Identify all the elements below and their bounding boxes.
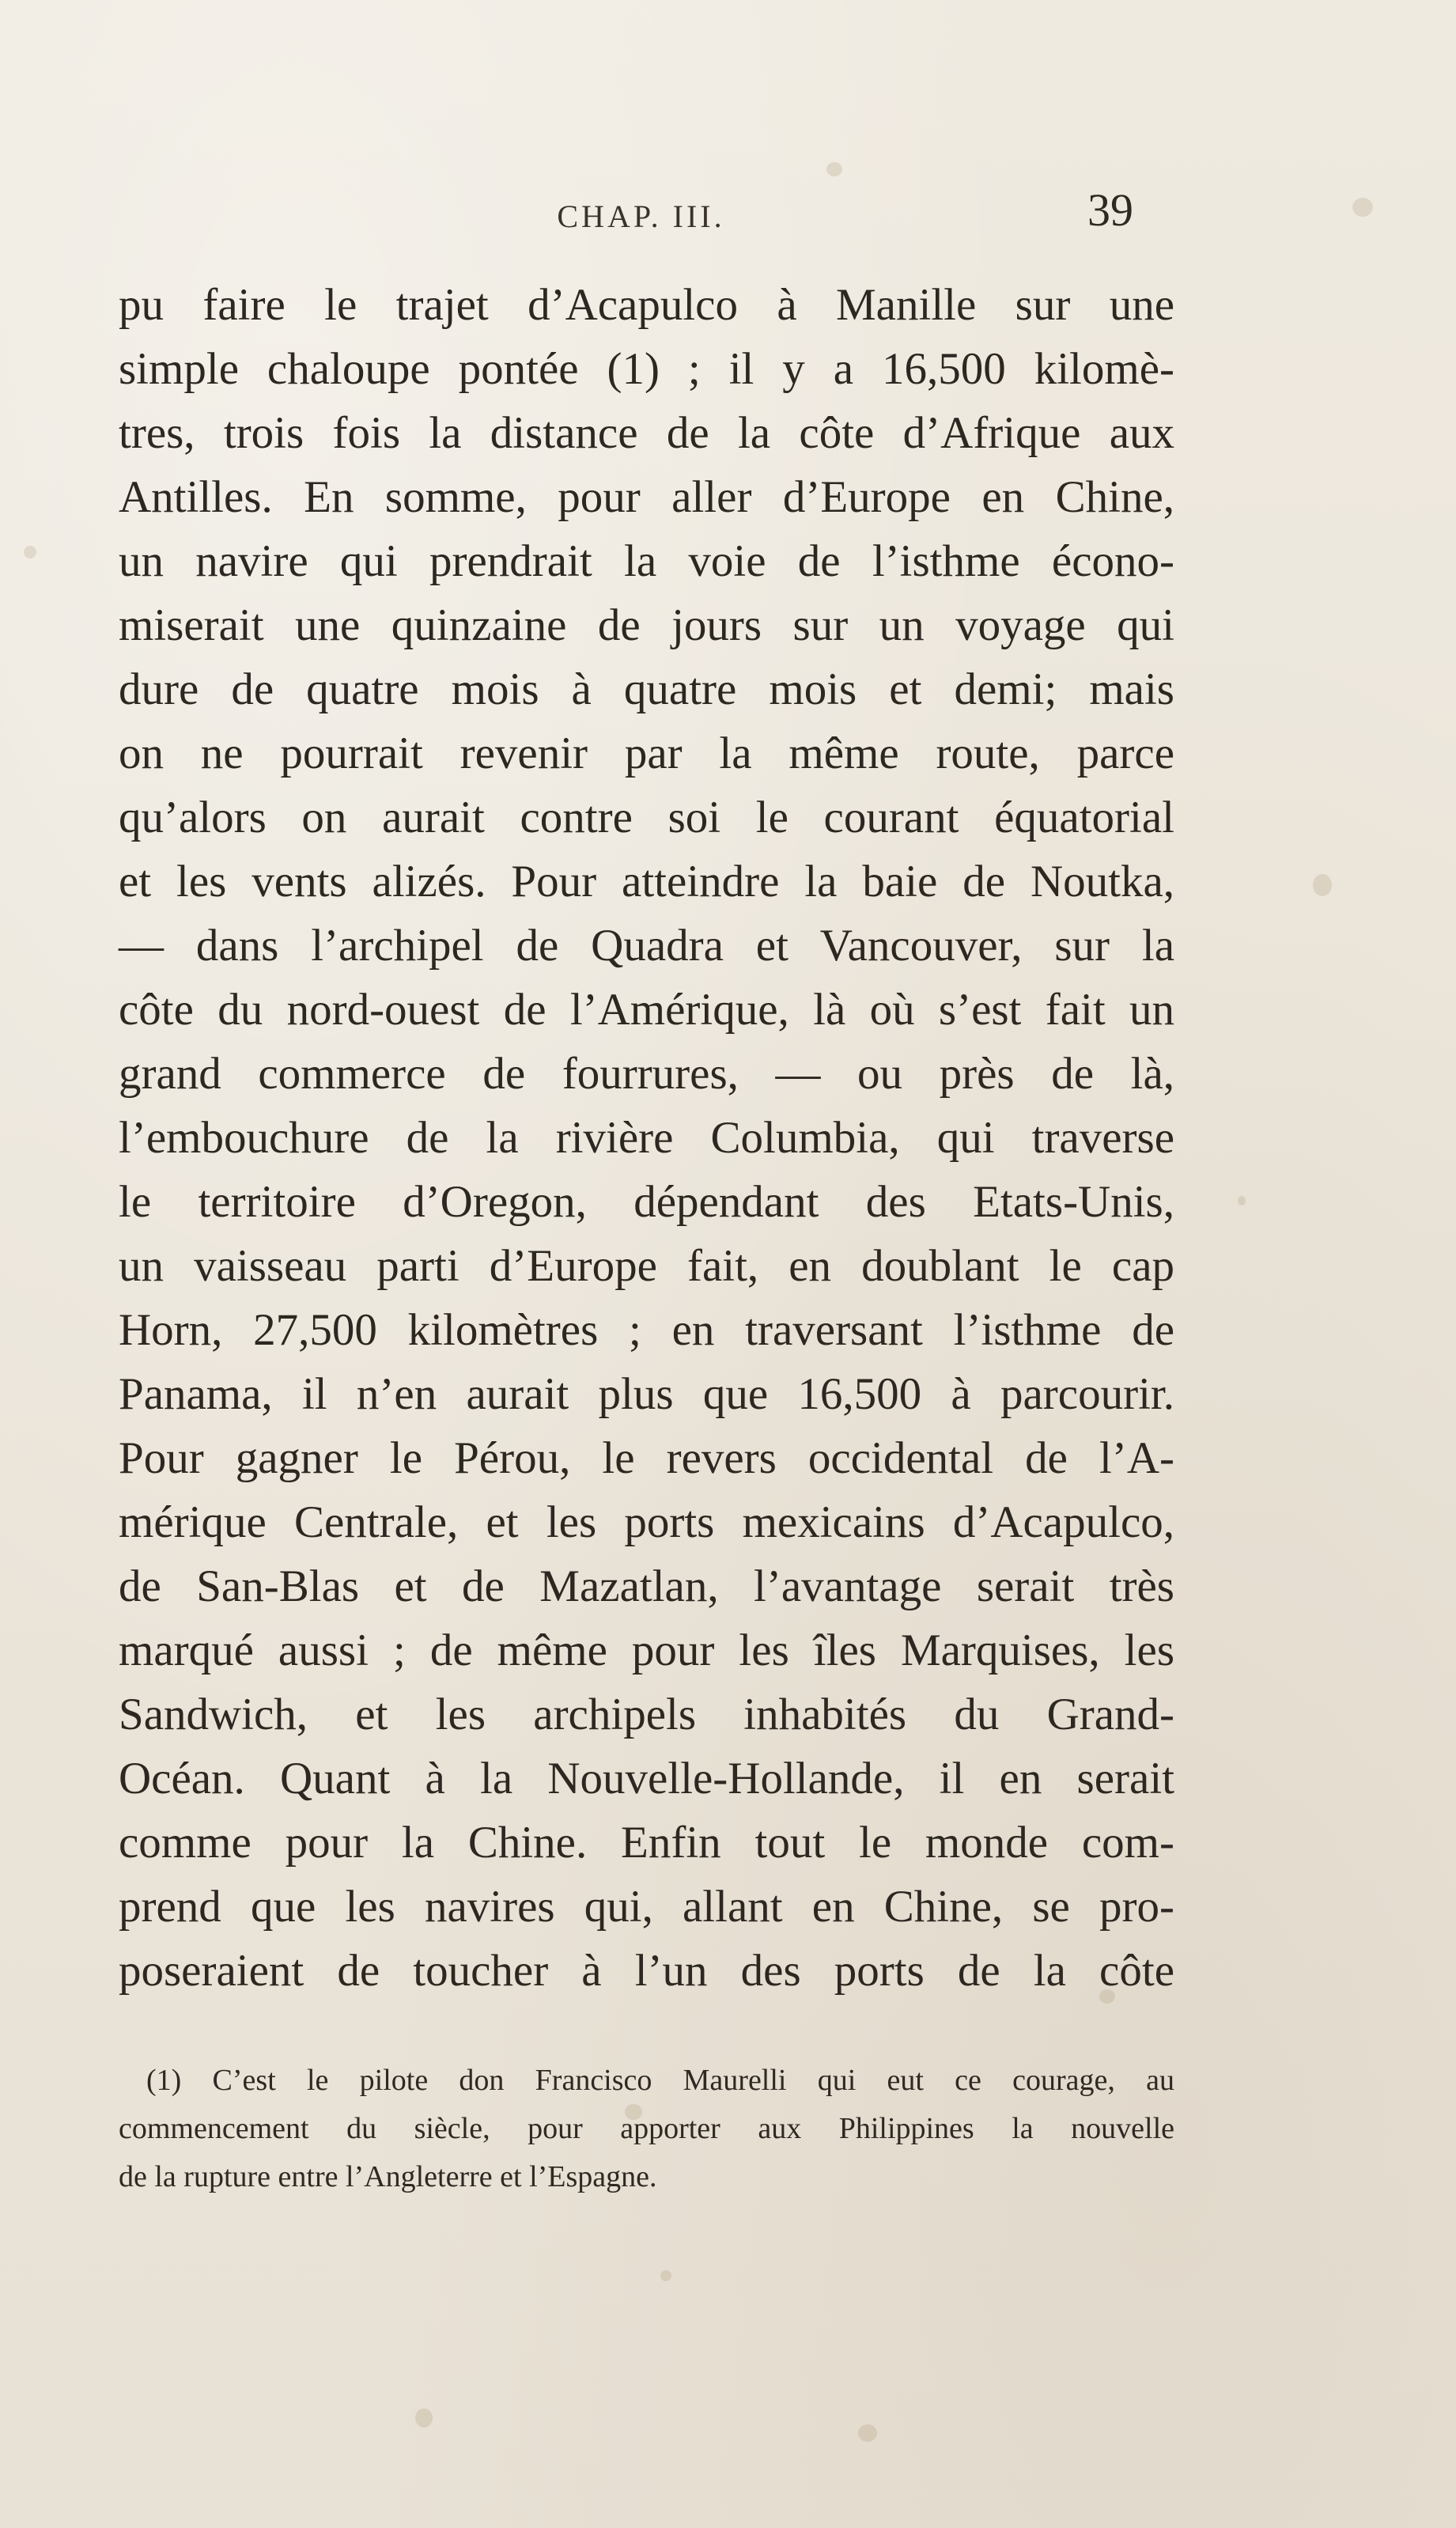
text-line: Antilles. En somme, pour aller d’Europe en Chine, — [119, 472, 1174, 522]
page-header — [111, 184, 1171, 247]
footnote-line: commencement du siècle, pour apporter aux Philippines la nouvelle — [119, 2112, 1174, 2145]
text-line: prend que les navires qui, allant en Chine, se pro- — [119, 1882, 1174, 1932]
text-line: pu faire le trajet d’Acapulco à Manille sur une — [119, 280, 1174, 330]
text-line: on ne pourrait revenir par la même route, parce — [119, 729, 1174, 778]
text-line: — dans l’archipel de Quadra et Vancouver, sur la — [119, 921, 1174, 971]
foxing-spot — [1238, 1196, 1246, 1205]
text-line: poseraient de toucher à l’un des ports de la côte — [119, 1946, 1174, 1996]
foxing-spot — [660, 2270, 671, 2281]
text-line: côte du nord-ouest de l’Amérique, là où s’est fait un — [119, 985, 1174, 1035]
text-line: tres, trois fois la distance de la côte d’Afrique aux — [119, 408, 1174, 458]
text-line: comme pour la Chine. Enfin tout le monde com- — [119, 1818, 1174, 1868]
foxing-spot — [415, 2409, 433, 2428]
footnote — [119, 2057, 1174, 2201]
text-line: un navire qui prendrait la voie de l’isthme écono- — [119, 536, 1174, 586]
text-line: l’embouchure de la rivière Columbia, qui traverse — [119, 1113, 1174, 1163]
text-line: Pour gagner le Pérou, le revers occidental de l’A- — [119, 1433, 1174, 1483]
text-line: le territoire d’Oregon, dépendant des Etats-Unis, — [119, 1177, 1174, 1227]
text-line: mérique Centrale, et les ports mexicains d’Acapulco, — [119, 1497, 1174, 1547]
text-line: Sandwich, et les archipels inhabités du Grand- — [119, 1690, 1174, 1739]
text-line: marqué aussi ; de même pour les îles Marquises, les — [119, 1625, 1174, 1675]
text-line: un vaisseau parti d’Europe fait, en doublant le cap — [119, 1241, 1174, 1291]
text-line: de San-Blas et de Mazatlan, l’avantage serait très — [119, 1561, 1174, 1611]
text-line: et les vents alizés. Pour atteindre la baie de Noutka, — [119, 857, 1174, 906]
page-number: 39 — [1087, 184, 1133, 236]
foxing-spot — [826, 162, 842, 176]
foxing-spot — [858, 2424, 877, 2442]
text-line: grand commerce de fourrures, — ou près de là, — [119, 1049, 1174, 1099]
text-line: Horn, 27,500 kilomètres ; en traversant l’isthme de — [119, 1305, 1174, 1355]
running-head: CHAP. III. — [557, 199, 725, 234]
body-text — [119, 273, 1174, 2003]
foxing-spot — [24, 546, 36, 558]
footnote-line: de la rupture entre l’Angleterre et l’Espagne. — [119, 2160, 657, 2193]
text-line: simple chaloupe pontée (1) ; il y a 16,500 kilomè- — [119, 344, 1174, 394]
text-line: miserait une quinzaine de jours sur un voyage qui — [119, 600, 1174, 650]
text-line: qu’alors on aurait contre soi le courant équatorial — [119, 793, 1174, 842]
foxing-spot — [1313, 874, 1332, 896]
foxing-spot — [1352, 198, 1373, 217]
text-line: dure de quatre mois à quatre mois et demi; mais — [119, 664, 1174, 714]
footnote-line: (1) C’est le pilote don Francisco Maurelli qui eut ce courage, au — [146, 2064, 1174, 2097]
text-line: Panama, il n’en aurait plus que 16,500 à parcourir. — [119, 1369, 1174, 1419]
text-line: Océan. Quant à la Nouvelle-Hollande, il en serait — [119, 1754, 1174, 1803]
